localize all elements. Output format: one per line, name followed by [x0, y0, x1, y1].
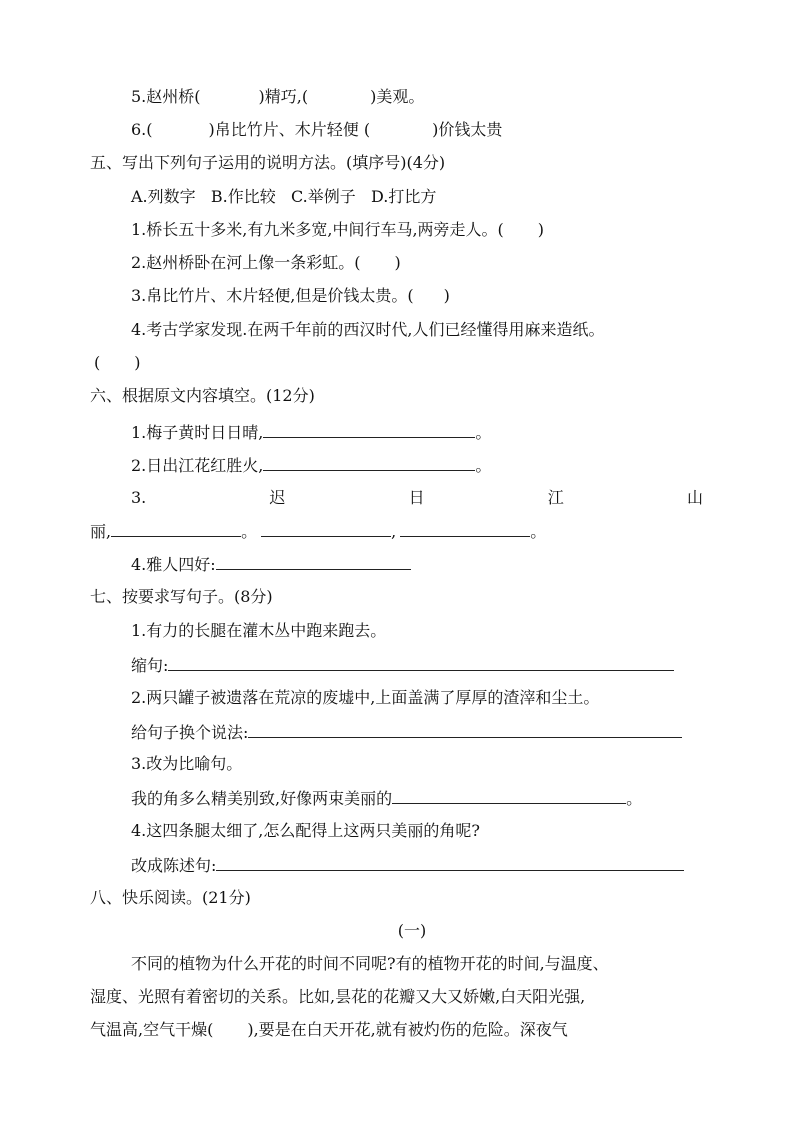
q8-section-heading: (一): [397, 921, 427, 940]
q6-item-3-line2: 丽, 。 , 。: [90, 522, 547, 541]
q7-item-2: 2.两只罐子被遗落在荒凉的废墟中,上面盖满了厚厚的渣滓和尘土。: [131, 688, 600, 707]
q5-sentence-1: 1.桥长五十多米,有九米多宽,中间行车马,两旁走人。( ): [131, 220, 545, 239]
answer-line[interactable]: [168, 654, 674, 671]
q4-item5: 5.赵州桥( )精巧,( )美观。: [131, 87, 425, 106]
answer-line[interactable]: [392, 787, 626, 804]
q6-item-1: 1.梅子黄时日日晴, 。: [131, 423, 492, 442]
fill-blank[interactable]: [263, 421, 475, 438]
q8-paragraph-line-3: 气温高,空气干燥( ),要是在白天开花,就有被灼伤的危险。深夜气: [90, 1020, 568, 1039]
q5-sentence-2: 2.赵州桥卧在河上像一条彩虹。( ): [131, 253, 401, 272]
answer-line[interactable]: [216, 854, 684, 871]
fill-blank[interactable]: [400, 520, 530, 537]
q7-item-1: 1.有力的长腿在灌木丛中跑来跑去。: [131, 621, 387, 640]
fill-blank[interactable]: [263, 454, 475, 471]
q8-paragraph-line-2: 湿度、光照有着密切的关系。比如,昙花的花瓣又大又娇嫩,白天阳光强,: [90, 987, 586, 1006]
q6-title: 六、根据原文内容填空。(12分): [90, 386, 315, 405]
q7-title: 七、按要求写句子。(8分): [90, 587, 273, 606]
q4-item6: 6.( )帛比竹片、木片轻便 ( )价钱太贵: [131, 120, 503, 139]
q5-sentence-3: 3.帛比竹片、木片轻便,但是价钱太贵。( ): [131, 286, 450, 305]
q5-title: 五、写出下列句子运用的说明方法。(填序号)(4分): [90, 153, 446, 172]
q6-item-2: 2.日出江花红胜火, 。: [131, 456, 492, 475]
q8-title: 八、快乐阅读。(21分): [90, 888, 251, 907]
q5-options: A.列数字 B.作比较 C.举例子 D.打比方: [131, 187, 437, 206]
q6-item-3: 3. 迟 日 江 山: [131, 488, 703, 507]
q7-item-4: 4.这四条腿太细了,怎么配得上这两只美丽的角呢?: [131, 821, 480, 840]
fill-blank[interactable]: [216, 553, 411, 570]
q6-item-4: 4.雅人四好:: [131, 553, 411, 577]
q7-item-3: 3.改为比喻句。: [131, 754, 243, 773]
fill-blank[interactable]: [111, 520, 241, 537]
q7-item-2-answer: 给句子换个说法:: [131, 721, 682, 745]
q7-item-1-answer: 缩句:: [131, 654, 674, 678]
q5-sentence-4: 4.考古学家发现.在两千年前的西汉时代,人们已经懂得用麻来造纸。: [131, 320, 605, 339]
q7-item-3-answer: 我的角多么精美别致,好像两束美丽的 。: [131, 789, 643, 808]
answer-line[interactable]: [248, 721, 682, 738]
q8-paragraph-line-1: 不同的植物为什么开花的时间不同呢?有的植物开花的时间,与温度、: [131, 954, 609, 973]
fill-blank[interactable]: [261, 520, 391, 537]
q5-sentence-4-answer: ( ): [94, 353, 141, 372]
q7-item-4-answer: 改成陈述句:: [131, 854, 684, 878]
